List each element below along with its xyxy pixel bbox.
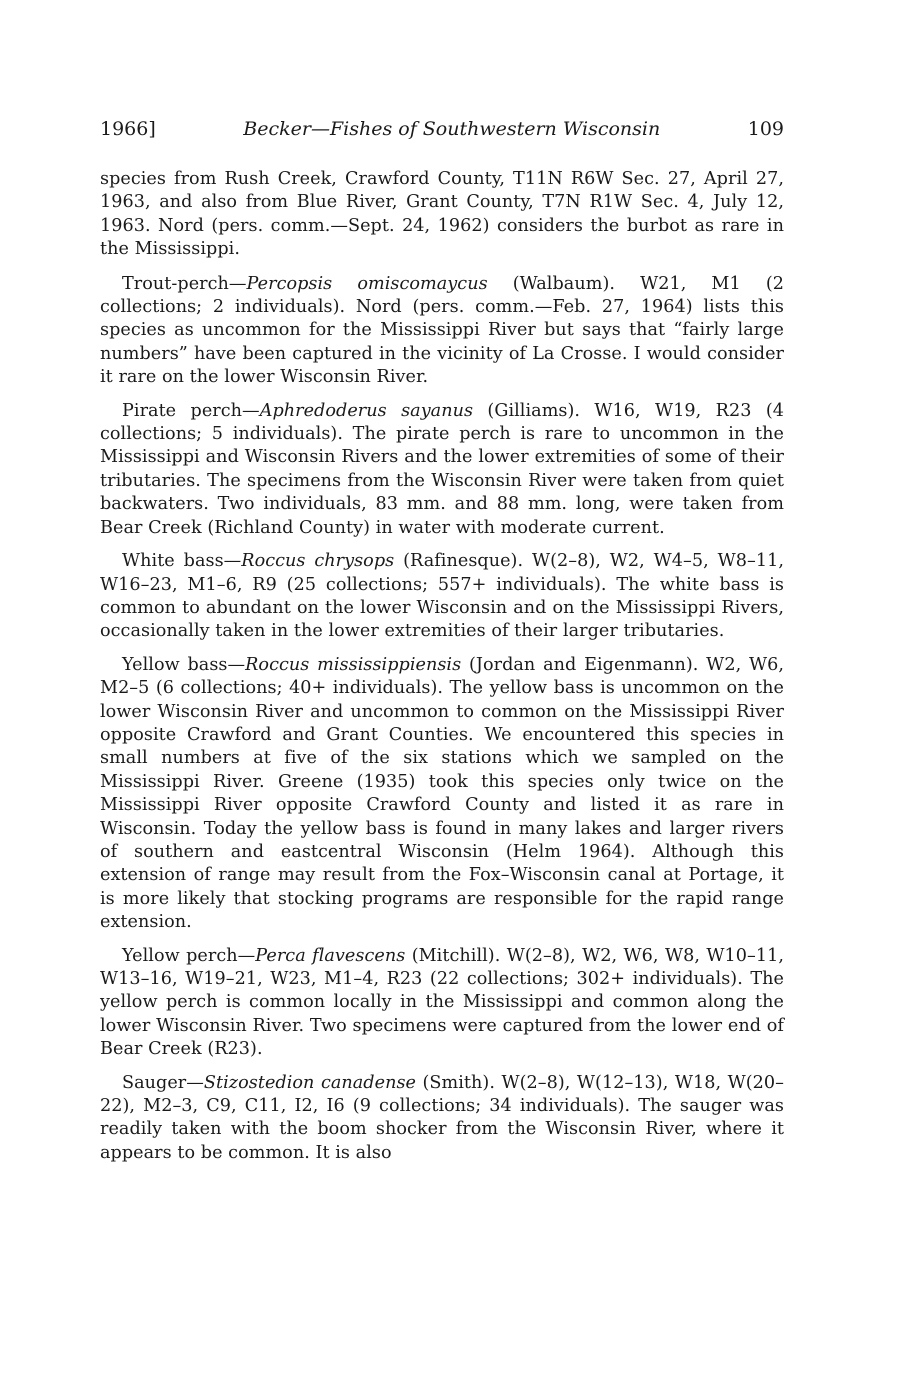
paragraph-text: (Mitchill). W(2–8), W2, W6, W8, W10–11, W13–16, W19–21, W23, M1–4, R23 (22 collections; 302+ individuals). The yellow perch is common locally in the Mississippi and common along the lower Wisconsin River. Two specimens were captured from the lower end of Bear Creek (R23). <box>100 945 784 1060</box>
species-common-name: Yellow bass— <box>122 654 246 675</box>
species-common-name: White bass— <box>122 551 242 572</box>
paragraph-continuation <box>100 168 784 262</box>
paragraph-text: (Gilliams). W16, W19, R23 (4 collections; 5 individuals). The pirate perch is rare to uncommon in the Mississippi and Wisconsin Rivers and the lower extremities of some of their tributaries. The specimens from the Wisconsin River were taken from quiet backwaters. Two individuals, 83 mm. and 88 mm. long, were taken from Bear Creek (Richland County) in water with moderate current. <box>100 400 784 538</box>
page-number: 109 <box>747 118 784 140</box>
species-scientific-name: Aphredoderus sayanus <box>259 400 474 421</box>
paragraph-sauger <box>100 1072 784 1166</box>
paragraph-yellow-perch <box>100 945 784 1062</box>
paragraph-text: species from Rush Creek, Crawford County, T11N R6W Sec. 27, April 27, 1963, and also from Blue River, Grant County, T7N R1W Sec. 4, July 12, 1963. Nord (pers. comm.—Sept. 24, 1962) considers the burbot as rare in the Mississippi. <box>100 169 784 260</box>
paragraph-text: (Smith). W(2–8), W(12–13), W18, W(20–22), M2–3, C9, C11, I2, I6 (9 collections; 34 individuals). The sauger was readily taken with the boom shocker from the Wisconsin River, where it appears to be common. It is also <box>100 1072 784 1163</box>
paragraph-text: (Rafinesque). W(2–8), W2, W4–5, W8–11, W16–23, M1–6, R9 (25 collections; 557+ individuals). The white bass is common to abundant on the lower Wisconsin and on the Mississippi Rivers, occasionally taken in the lower extremities of their larger tributaries. <box>100 551 784 642</box>
species-scientific-name: Stizostedion canadense <box>203 1072 416 1093</box>
header-title: Becker—Fishes of Southwestern Wisconsin <box>243 118 661 140</box>
species-scientific-name: Roccus mississippiensis <box>245 654 462 675</box>
paragraph-text: (Walbaum). W21, M1 (2 collections; 2 individuals). Nord (pers. comm.—Feb. 27, 1964) lists this species as uncommon for the Mississippi River but says that “fairly large numbers” have been captured in the vicinity of La Crosse. I would consider it rare on the lower Wisconsin River. <box>100 273 784 388</box>
paragraph-yellow-bass <box>100 654 784 935</box>
species-common-name: Pirate perch— <box>122 400 260 421</box>
paragraph-white-bass <box>100 550 784 644</box>
paragraph-pirate-perch <box>100 400 784 540</box>
paragraph-trout-perch <box>100 273 784 390</box>
species-common-name: Yellow perch— <box>122 945 256 966</box>
paragraph-text: (Jordan and Eigenmann). W2, W6, M2–5 (6 collections; 40+ individuals). The yellow bass is uncommon on the lower Wisconsin River and uncommon to common on the Mississippi River opposite Crawford and Grant Counties. We encountered this species in small numbers at five of the six stations which we sampled on the Mississippi River. Greene (1935) took this species only twice on the Mississippi River opposite Crawford County and listed it as rare in Wisconsin. Today the yellow bass is found in many lakes and larger rivers of southern and eastcentral Wisconsin (Helm 1964). Although this extension of range may result from the Fox–Wisconsin canal at Portage, it is more likely that stocking programs are responsible for the rapid range extension. <box>100 654 784 933</box>
page <box>100 118 784 1175</box>
species-common-name: Sauger— <box>122 1072 204 1093</box>
species-scientific-name: Perca flavescens <box>255 945 406 966</box>
species-scientific-name: Roccus chrysops <box>241 551 395 572</box>
species-common-name: Trout-perch— <box>122 273 247 294</box>
running-header <box>100 118 784 148</box>
species-scientific-name: Percopsis omiscomaycus <box>246 273 488 294</box>
header-year: 1966] <box>100 118 156 140</box>
